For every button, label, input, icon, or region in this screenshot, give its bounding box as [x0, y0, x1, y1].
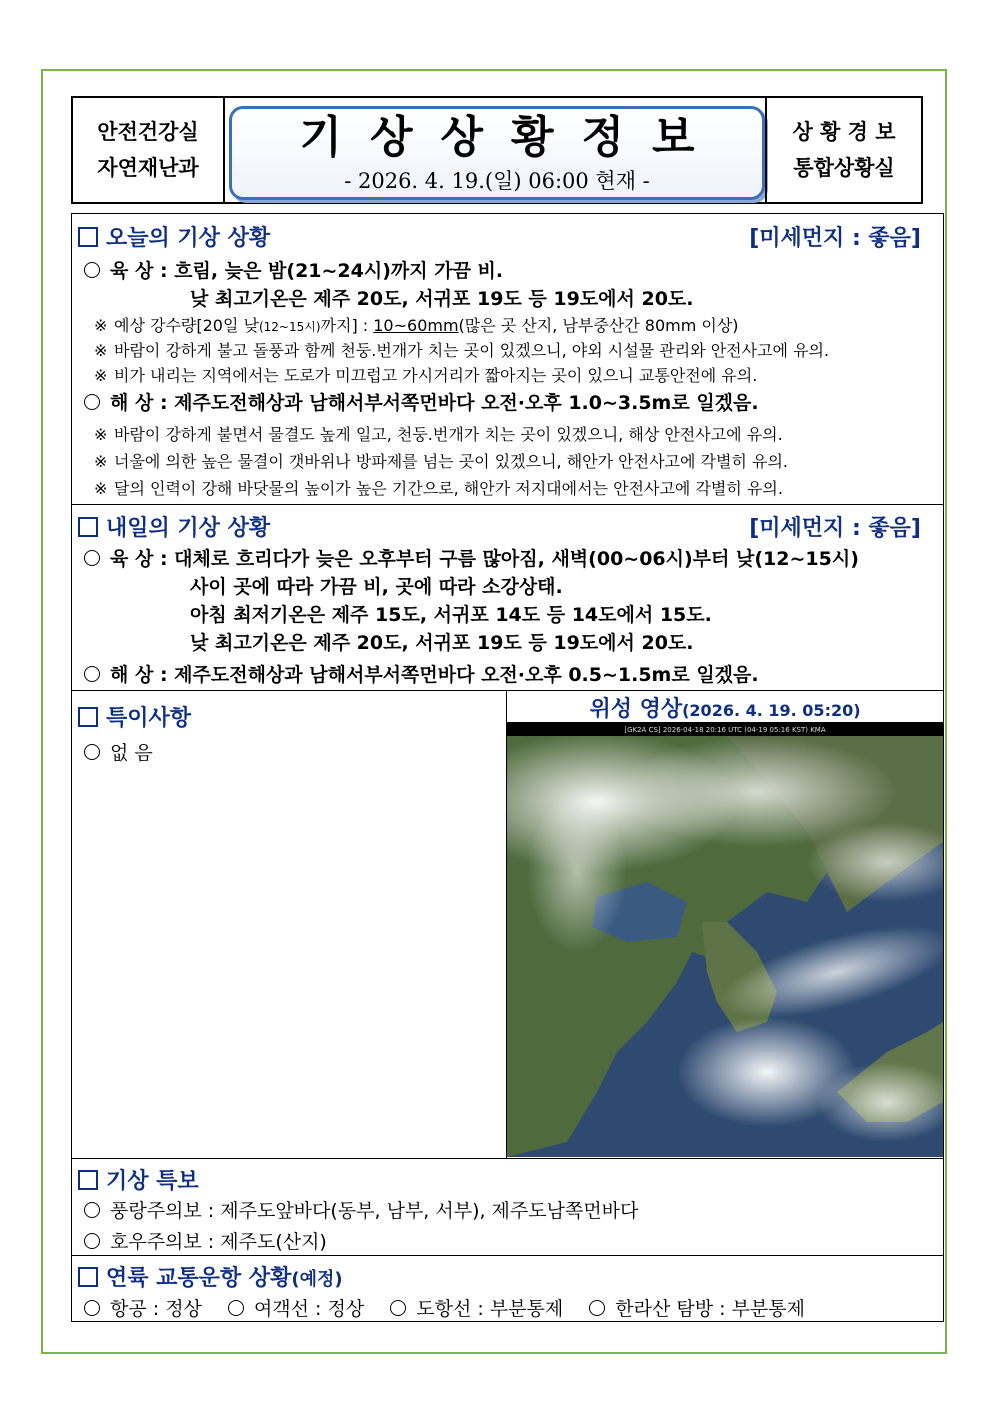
traffic-title: 연륙 교통운항 상황: [106, 1266, 292, 1291]
warning-section: [72, 1161, 943, 1195]
circle-bullet-icon: [84, 1300, 100, 1316]
circle-bullet-icon: [589, 1300, 605, 1316]
department-line1: 안전건강실: [97, 120, 199, 144]
report-date: - 2026. 4. 19.(일) 06:00 현재 -: [344, 169, 650, 193]
today-section: [72, 218, 943, 252]
special-item: 없 음: [84, 738, 153, 765]
warning-item: 호우주의보 : 제주도(산지): [84, 1227, 327, 1254]
page-title: 기상상황정보: [299, 112, 723, 163]
traffic-heading: 연륙 교통운항 상황(예정): [72, 1258, 943, 1292]
traffic-section: [72, 1258, 943, 1292]
satellite-title: 위성 영상(2026. 4. 19. 05:20): [589, 697, 861, 722]
today-note-road: ※ 비가 내리는 지역에서는 도로가 미끄럽고 가시거리가 짧아지는 곳이 있으니 교통안전에 유의.: [94, 366, 758, 385]
tomorrow-land-line3: 아침 최저기온은 제주 15도, 서귀포 14도 등 14도에서 15도.: [190, 604, 712, 626]
circle-bullet-icon: [228, 1300, 244, 1316]
tomorrow-sea-line: 해 상 : 제주도전해상과 남해서부서쪽먼바다 오전·오후 0.5~1.5m로 일겠음.: [84, 660, 759, 687]
today-sea-note1: ※ 바람이 강하게 불면서 물결도 높게 일고, 천둥.번개가 치는 곳이 있겠으니, 해상 안전사고에 유의.: [94, 425, 783, 444]
divider: [72, 1255, 943, 1256]
satellite-map: [507, 722, 943, 1157]
satellite-image: [507, 722, 943, 1157]
circle-bullet-icon: [84, 550, 100, 566]
department-line2: 자연재난과: [97, 156, 199, 180]
divider: [72, 504, 943, 505]
warning-title: 기상 특보: [106, 1169, 199, 1194]
today-land-line2: 낮 최고기온은 제주 20도, 서귀포 19도 등 19도에서 20도.: [190, 288, 694, 310]
traffic-air: 항공 : 정상: [110, 1298, 202, 1320]
tomorrow-section: [72, 508, 943, 542]
department-label: [73, 98, 225, 202]
header: [71, 96, 923, 204]
tomorrow-land-line1: 육 상 : 대체로 흐리다가 늦은 오후부터 구름 많아짐, 새벽(00~06시)부터 낮(12~15시): [84, 544, 859, 571]
traffic-ferry: 여객선 : 정상: [253, 1298, 365, 1320]
title-box: [229, 106, 765, 200]
circle-bullet-icon: [84, 666, 100, 682]
tomorrow-dust-status: [미세먼지 : 좋음]: [749, 516, 921, 541]
today-note-rain: ※ 예상 강수량[20일 낮(12~15시)까지] : 10~60mm(많은 곳 산지, 남부중산간 80mm 이상): [94, 316, 739, 335]
tomorrow-land-line4: 낮 최고기온은 제주 20도, 서귀포 19도 등 19도에서 20도.: [190, 632, 694, 654]
tomorrow-heading: [72, 508, 943, 542]
today-land-line1: 육 상 : 흐림, 늦은 밤(21~24시)까지 가끔 비.: [84, 256, 503, 283]
circle-bullet-icon: [84, 1233, 100, 1249]
circle-bullet-icon: [84, 394, 100, 410]
today-sea-line: 해 상 : 제주도전해상과 남해서부서쪽먼바다 오전·오후 1.0~3.5m로 일겠음.: [84, 388, 759, 415]
divider: [72, 1158, 943, 1159]
office-label: [765, 98, 921, 202]
report-body: [71, 213, 944, 1322]
circle-bullet-icon: [390, 1300, 406, 1316]
today-title: 오늘의 기상 상황: [106, 226, 271, 251]
traffic-status-row: [84, 1294, 805, 1321]
checkbox-icon: [78, 517, 98, 537]
today-note-wind: ※ 바람이 강하게 불고 돌풍과 함께 천둥.번개가 치는 곳이 있겠으니, 야외 시설물 관리와 안전사고에 유의.: [94, 341, 830, 360]
tomorrow-land-line2: 사이 곳에 따라 가끔 비, 곳에 따라 소강상태.: [190, 576, 563, 598]
divider: [72, 690, 943, 691]
traffic-island-boat: 도항선 : 부분통제: [416, 1298, 564, 1320]
special-title: 특이사항: [106, 706, 192, 731]
warning-item: 풍랑주의보 : 제주도앞바다(동부, 남부, 서부), 제주도남쪽먼바다: [84, 1196, 638, 1223]
warning-heading: [72, 1161, 943, 1195]
circle-bullet-icon: [84, 262, 100, 278]
office-line1: 상 황 경 보: [792, 120, 896, 144]
checkbox-icon: [78, 1267, 98, 1287]
checkbox-icon: [78, 1170, 98, 1190]
today-sea-note3: ※ 달의 인력이 강해 바닷물의 높이가 높은 기간으로, 해안가 저지대에서는 안전사고에 각별히 유의.: [94, 479, 783, 498]
tomorrow-title: 내일의 기상 상황: [106, 516, 271, 541]
satellite-caption: [GK2A CS] 2026-04-18 20:16 UTC (04-19 05:16 KST) KMA: [624, 726, 826, 734]
today-sea-note2: ※ 너울에 의한 높은 물결이 갯바위나 방파제를 넘는 곳이 있겠으니, 해안가 안전사고에 각별히 유의.: [94, 452, 788, 471]
office-line2: 통합상황실: [793, 156, 895, 180]
circle-bullet-icon: [84, 744, 100, 760]
traffic-hallasan: 한라산 탐방 : 부분통제: [615, 1298, 805, 1320]
circle-bullet-icon: [84, 1202, 100, 1218]
today-heading: [72, 218, 943, 252]
checkbox-icon: [78, 227, 98, 247]
checkbox-icon: [78, 707, 98, 727]
today-dust-status: [미세먼지 : 좋음]: [749, 226, 921, 251]
